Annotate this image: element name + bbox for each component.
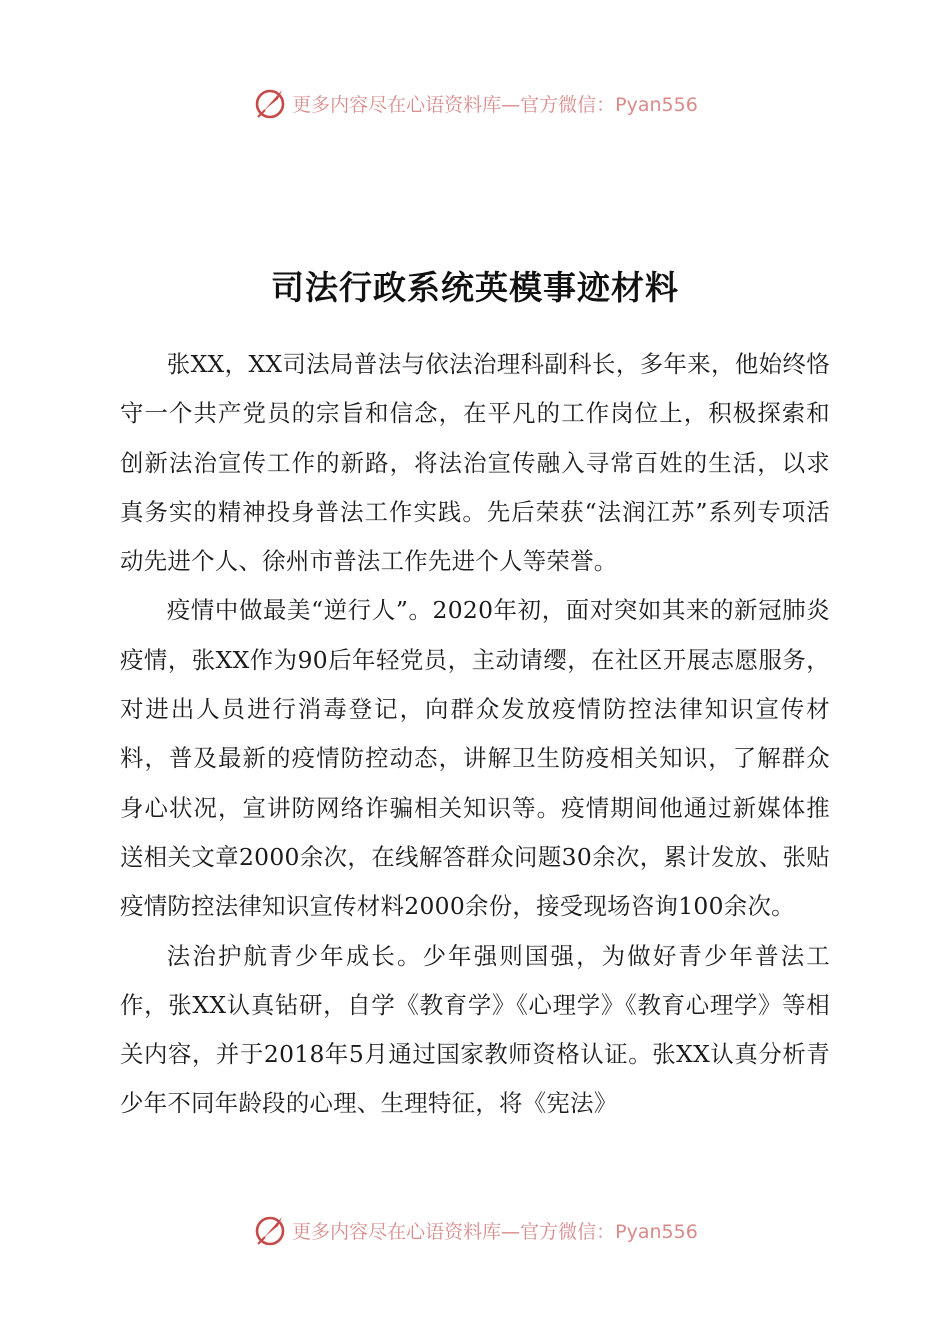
header-banner-text: 更多内容尽在心语资料库—官方微信：Pyan556 bbox=[292, 93, 698, 116]
footer-banner-text: 更多内容尽在心语资料库—官方微信：Pyan556 bbox=[292, 1220, 698, 1243]
document-body bbox=[120, 340, 830, 1129]
paragraph-3: 法治护航青少年成长。少年强则国强，为做好青少年普法工作，张XX认真钻研，自学《教育学》《心理学》《教育心理学》等相关内容，并于2018年5月通过国家教师资格认证。张XX认真分析青少年不同年龄段的心理、生理特征，将《宪法》 bbox=[120, 941, 830, 1118]
header-watermark-banner bbox=[0, 83, 950, 123]
paragraph-1: 张XX，XX司法局普法与依法治理科副科长，多年来，他始终恪守一个共产党员的宗旨和信念，在平凡的工作岗位上，积极探索和创新法治宣传工作的新路，将法治宣传融入寻常百姓的生活，以求真务实的精神投身普法工作实践。先后荣获“法润江苏”系列专项活动先进个人、徐州市普法工作先进个人等荣誉。 bbox=[120, 350, 830, 576]
quill-logo-icon bbox=[252, 1212, 288, 1248]
paragraph-2: 疫情中做最美“逆行人”。2020年初，面对突如其来的新冠肺炎疫情，张XX作为90后年轻党员，主动请缨，在社区开展志愿服务，对进出人员进行消毒登记，向群众发放疫情防控法律知识宣传材料，普及最新的疫情防控动态，讲解卫生防疫相关知识，了解群众身心状况，宣讲防网络诈骗相关知识等。疫情期间他通过新媒体推送相关文章2000余次，在线解答群众问题30余次，累计发放、张贴疫情防控法律知识宣传材料2000余份，接受现场咨询100余次。 bbox=[120, 596, 830, 921]
quill-logo-icon bbox=[252, 85, 288, 121]
footer-watermark-banner bbox=[0, 1210, 950, 1250]
document-title: 司法行政系统英模事迹材料 bbox=[271, 268, 679, 307]
